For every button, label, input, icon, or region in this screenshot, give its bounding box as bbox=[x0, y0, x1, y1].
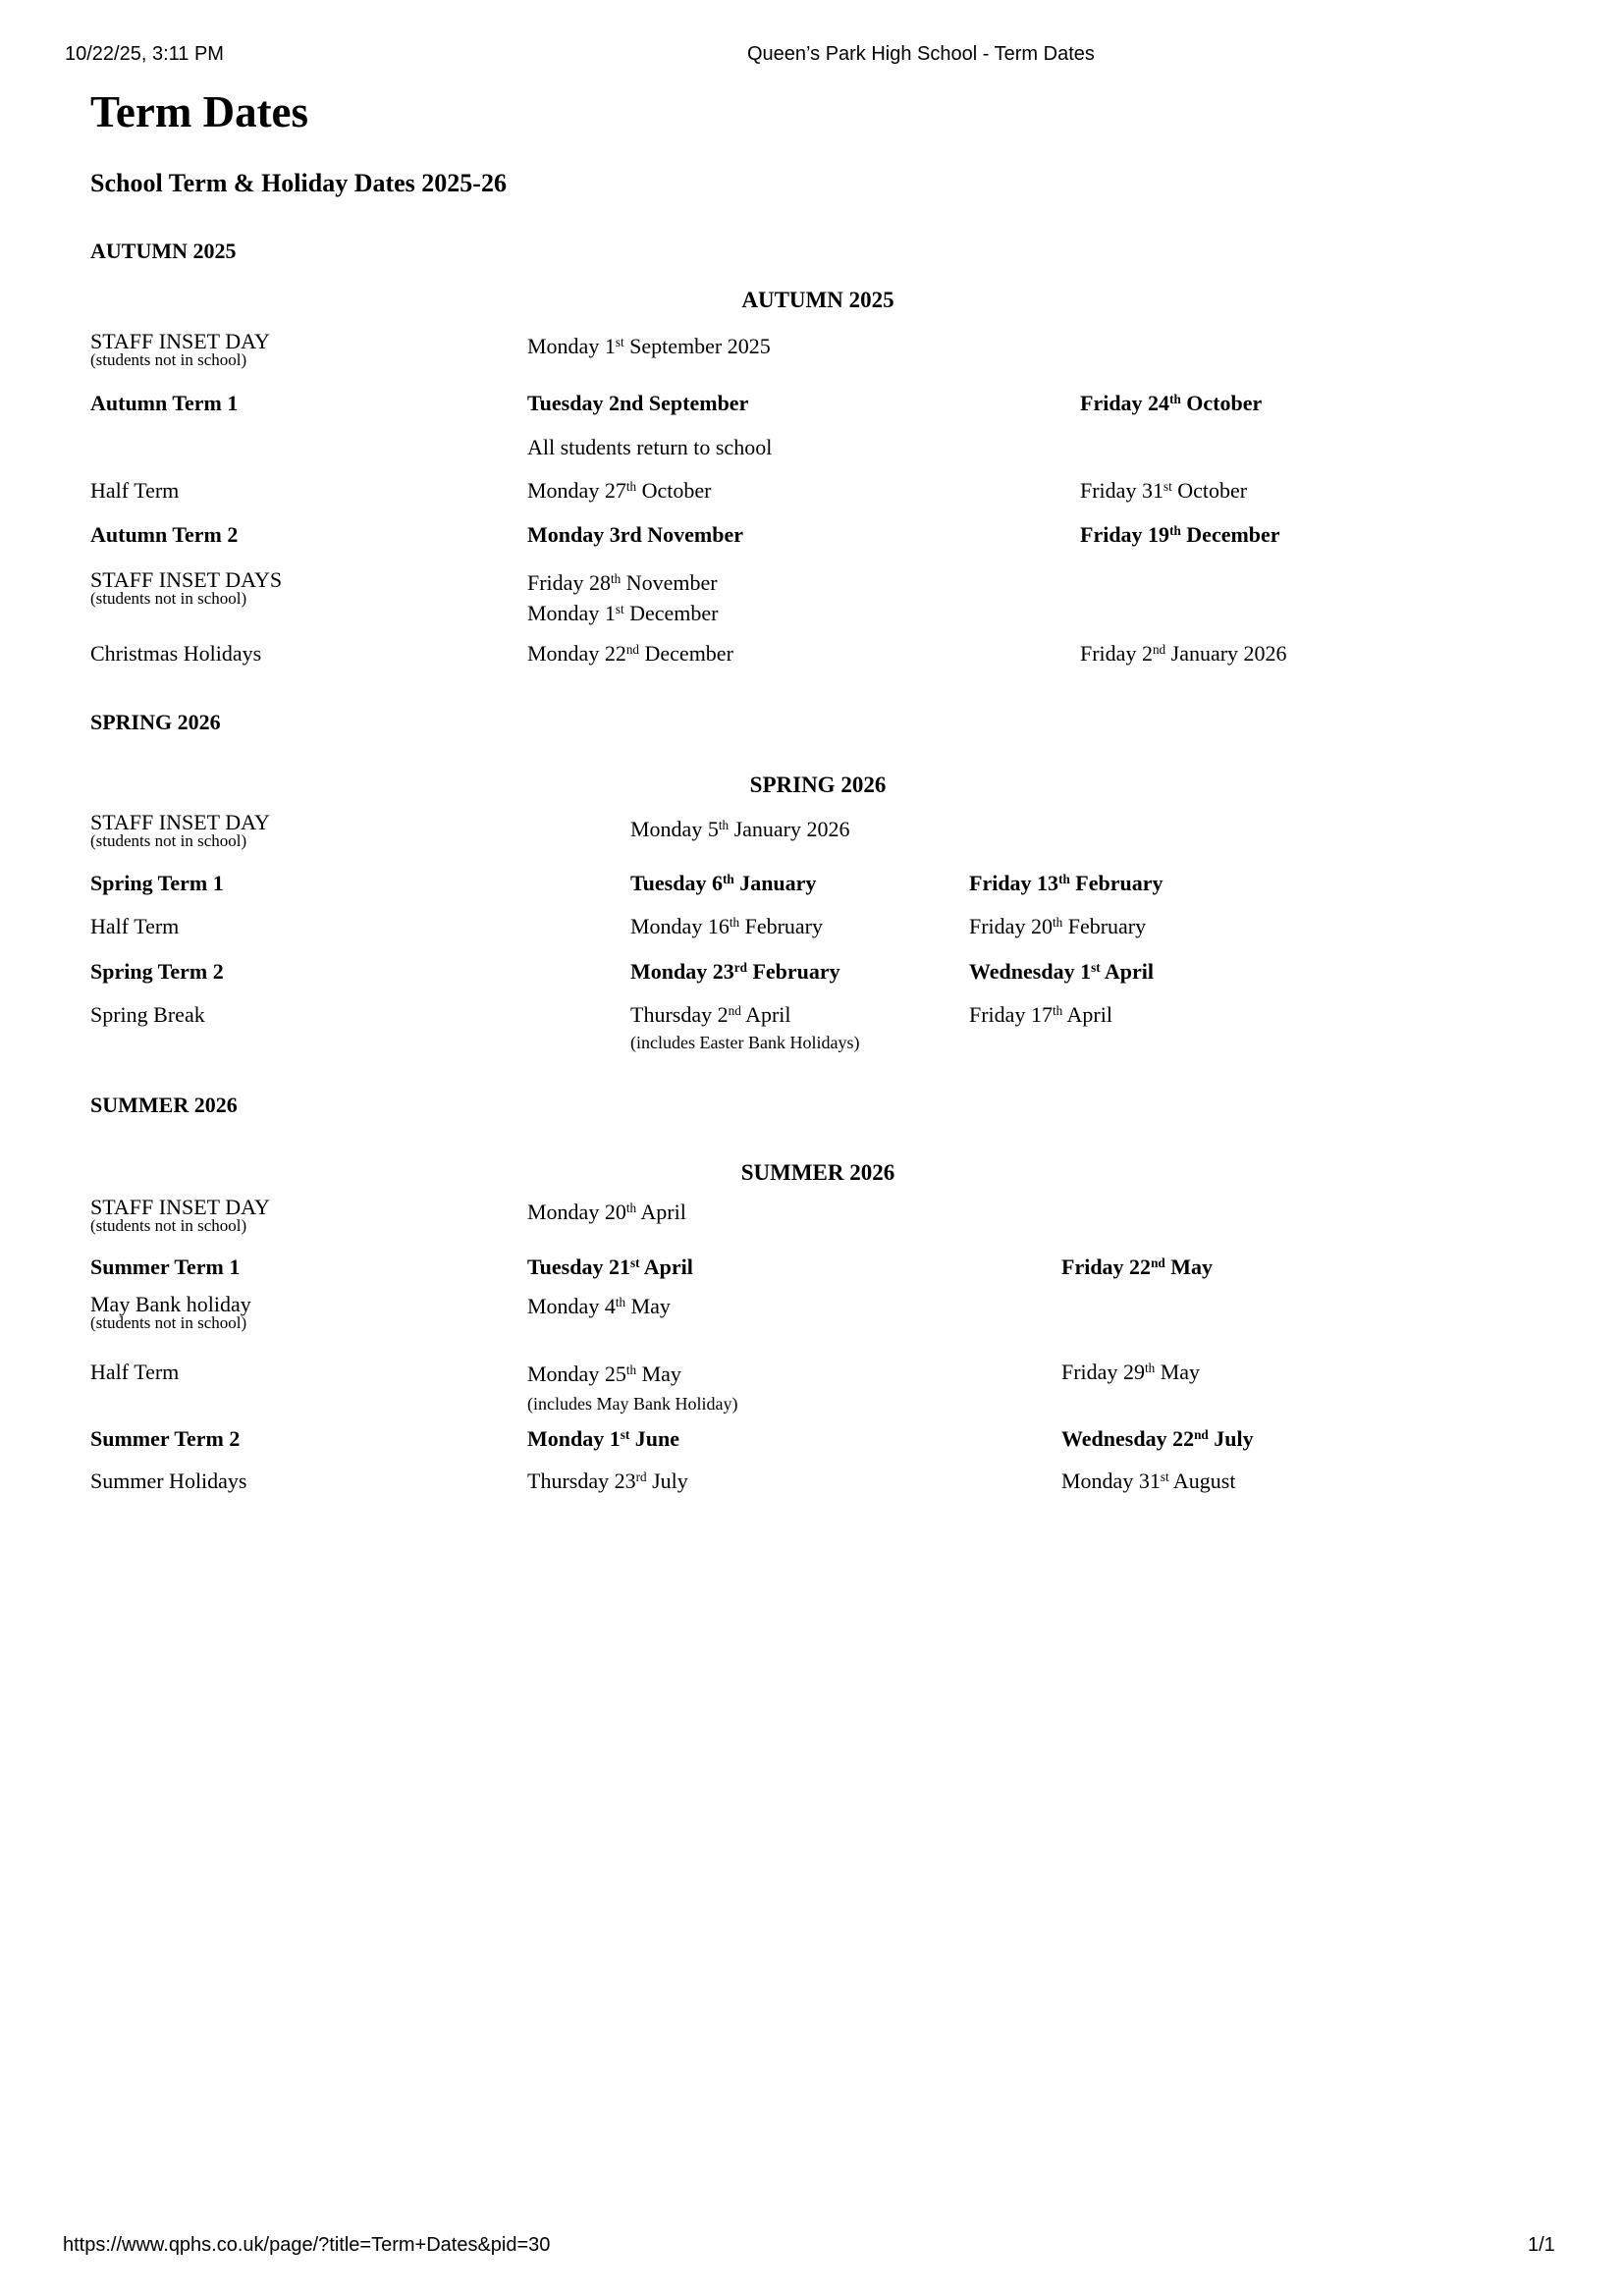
ordinal-suffix: rd bbox=[635, 1469, 647, 1485]
row-label: Spring Term 1 bbox=[90, 871, 224, 895]
ordinal-suffix: th bbox=[1144, 1361, 1156, 1376]
ordinal-suffix: th bbox=[1169, 523, 1181, 539]
ordinal-suffix: th bbox=[615, 1295, 626, 1310]
row-label: Christmas Holidays bbox=[90, 641, 262, 666]
section-heading-spring: SPRING 2026 bbox=[90, 710, 221, 734]
ordinal-suffix: th bbox=[610, 571, 622, 587]
end-date: Friday 19th December bbox=[1080, 522, 1280, 547]
row-label: Half Term bbox=[90, 914, 180, 938]
end-date: Monday 31st August bbox=[1061, 1468, 1236, 1493]
ordinal-suffix: th bbox=[1169, 392, 1181, 407]
start-date: Thursday 23rd July bbox=[527, 1468, 688, 1493]
ordinal-suffix: st bbox=[1091, 960, 1101, 976]
ordinal-suffix: st bbox=[1163, 479, 1172, 495]
end-date: Wednesday 22nd July bbox=[1061, 1426, 1254, 1451]
start-date: Monday 1st June bbox=[527, 1426, 680, 1451]
row-label: Summer Term 1 bbox=[90, 1255, 241, 1279]
start-date: Thursday 2nd April bbox=[630, 1002, 791, 1027]
info-text: All students return to school bbox=[527, 435, 773, 459]
end-date: Friday 24th October bbox=[1080, 391, 1263, 415]
start-date-line2: Monday 1st December bbox=[527, 601, 719, 625]
page-title: Term Dates bbox=[90, 87, 309, 136]
date-note: (includes May Bank Holiday) bbox=[527, 1394, 738, 1414]
row-label: Summer Term 2 bbox=[90, 1426, 241, 1451]
row-label-subnote: (students not in school) bbox=[90, 831, 247, 850]
section-heading-autumn: AUTUMN 2025 bbox=[90, 239, 237, 263]
start-date: Monday 3rd November bbox=[527, 522, 743, 547]
start-date: Monday 27th October bbox=[527, 478, 712, 503]
ordinal-suffix: nd bbox=[1151, 1255, 1165, 1271]
print-document-title: Queen’s Park High School - Term Dates bbox=[747, 43, 1095, 65]
row-label: STAFF INSET DAY bbox=[90, 1195, 270, 1219]
ordinal-suffix: th bbox=[625, 1201, 637, 1216]
table-title-summer: SUMMER 2026 bbox=[740, 1160, 895, 1185]
page-subtitle: School Term & Holiday Dates 2025-26 bbox=[90, 169, 507, 197]
ordinal-suffix: nd bbox=[728, 1003, 741, 1019]
date-note: (includes Easter Bank Holidays) bbox=[630, 1033, 860, 1052]
row-label: May Bank holiday bbox=[90, 1292, 251, 1316]
end-date: Friday 31st October bbox=[1080, 478, 1248, 503]
row-label: Spring Term 2 bbox=[90, 959, 224, 984]
ordinal-suffix: st bbox=[629, 1255, 640, 1271]
row-label-subnote: (students not in school) bbox=[90, 589, 247, 608]
ordinal-suffix: th bbox=[625, 1362, 637, 1378]
table-title-spring: SPRING 2026 bbox=[749, 773, 887, 797]
ordinal-suffix: st bbox=[615, 602, 624, 617]
row-label-subnote: (students not in school) bbox=[90, 1216, 247, 1235]
start-date: Monday 22nd December bbox=[527, 641, 733, 666]
start-date: Tuesday 2nd September bbox=[527, 391, 749, 415]
start-date: Tuesday 21st April bbox=[527, 1255, 693, 1279]
start-date: Monday 16th February bbox=[630, 914, 824, 938]
row-label: STAFF INSET DAY bbox=[90, 329, 270, 353]
start-date: Monday 4th May bbox=[527, 1294, 671, 1318]
row-label: Autumn Term 1 bbox=[90, 391, 239, 415]
row-label: STAFF INSET DAY bbox=[90, 810, 270, 834]
print-footer-page-indicator: 1/1 bbox=[1528, 2234, 1555, 2256]
ordinal-suffix: nd bbox=[1194, 1427, 1209, 1443]
row-label: Half Term bbox=[90, 478, 180, 503]
end-date: Friday 22nd May bbox=[1061, 1255, 1213, 1279]
ordinal-suffix: th bbox=[722, 872, 734, 887]
ordinal-suffix: nd bbox=[1152, 642, 1166, 658]
print-timestamp: 10/22/25, 3:11 PM bbox=[65, 43, 224, 65]
section-heading-summer: SUMMER 2026 bbox=[90, 1093, 238, 1117]
ordinal-suffix: st bbox=[1160, 1469, 1169, 1485]
end-date: Wednesday 1st April bbox=[969, 959, 1155, 984]
row-label-subnote: (students not in school) bbox=[90, 1313, 247, 1332]
ordinal-suffix: th bbox=[729, 915, 740, 931]
ordinal-suffix: th bbox=[1052, 1003, 1063, 1019]
ordinal-suffix: th bbox=[1058, 872, 1070, 887]
ordinal-suffix: nd bbox=[625, 642, 640, 658]
start-date: Friday 28th November bbox=[527, 570, 718, 595]
end-date: Friday 13th February bbox=[969, 871, 1163, 895]
ordinal-suffix: st bbox=[620, 1427, 630, 1443]
print-footer-url: https://www.qphs.co.uk/page/?title=Term+Dates&pid=30 bbox=[63, 2234, 551, 2256]
start-date: Monday 20th April bbox=[527, 1200, 686, 1224]
end-date: Friday 17th April bbox=[969, 1002, 1112, 1027]
row-label-subnote: (students not in school) bbox=[90, 350, 247, 369]
end-date: Friday 29th May bbox=[1061, 1360, 1201, 1384]
start-date: Tuesday 6th January bbox=[630, 871, 817, 895]
row-label: Summer Holidays bbox=[90, 1468, 247, 1493]
ordinal-suffix: rd bbox=[733, 960, 747, 976]
row-label: Spring Break bbox=[90, 1002, 205, 1027]
ordinal-suffix: th bbox=[718, 818, 730, 833]
end-date: Friday 2nd January 2026 bbox=[1080, 641, 1287, 666]
start-date: Monday 5th January 2026 bbox=[630, 817, 850, 841]
row-label: Half Term bbox=[90, 1360, 180, 1384]
start-date: Monday 25th May bbox=[527, 1362, 681, 1386]
row-label: STAFF INSET DAYS bbox=[90, 567, 283, 592]
ordinal-suffix: th bbox=[625, 479, 637, 495]
end-date: Friday 20th February bbox=[969, 914, 1147, 938]
ordinal-suffix: th bbox=[1052, 915, 1063, 931]
row-label: Autumn Term 2 bbox=[90, 522, 239, 547]
ordinal-suffix: st bbox=[615, 335, 624, 350]
start-date: Monday 23rd February bbox=[630, 959, 840, 984]
start-date: Monday 1st September 2025 bbox=[527, 334, 771, 358]
table-title-autumn: AUTUMN 2025 bbox=[741, 288, 894, 312]
